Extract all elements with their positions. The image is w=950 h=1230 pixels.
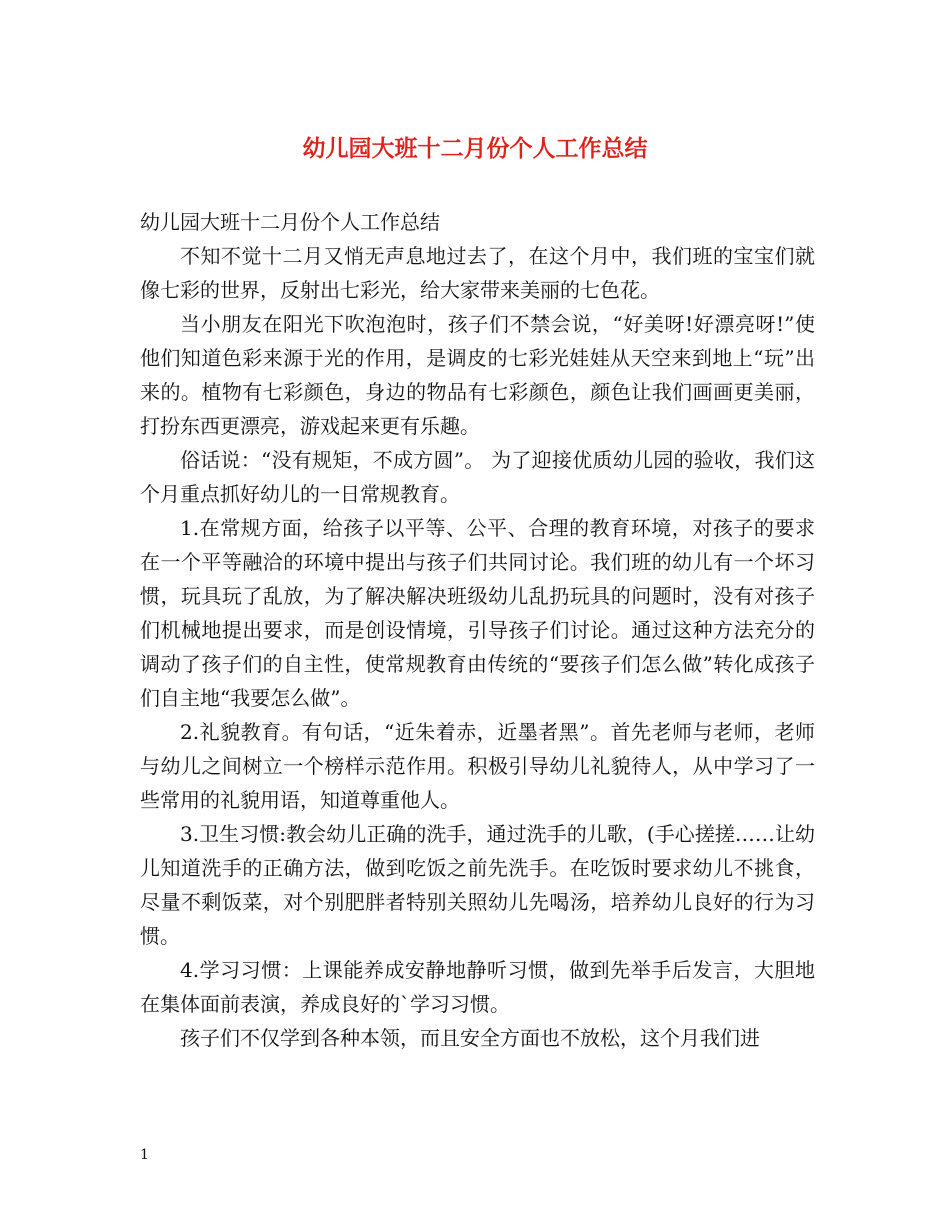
paragraph-safety: 孩子们不仅学到各种本领，而且安全方面也不放松，这个月我们进 [180, 1026, 760, 1050]
paragraph-intro: 不知不觉十二月又悄无声息地过去了，在这个月中，我们班的宝宝们就像七彩的世界，反射出七彩光，给大家带来美丽的七色花。 [140, 244, 815, 302]
paragraph-rules: 俗话说：“没有规矩，不成方圆”。 为了迎接优质幼儿园的验收，我们这个月重点抓好幼儿的一日常规教育。 [140, 448, 815, 506]
paragraph-colors: 当小朋友在阳光下吹泡泡时，孩子们不禁会说，“好美呀!好漂亮呀!”使他们知道色彩来源于光的作用，是调皮的七彩光娃娃从天空来到地上“玩”出来的。植物有七彩颜色，身边的物品有七彩颜色，颜色让我们画画更美丽，打扮东西更漂亮，游戏起来更有乐趣。 [140, 312, 815, 438]
paragraph-manners: 2.礼貌教育。有句话，“近朱着赤，近墨者黑”。首先老师与老师，老师与幼儿之间树立一个榜样示范作用。积极引导幼儿礼貌待人，从中学习了一些常用的礼貌用语，知道尊重他人。 [140, 720, 815, 812]
document-body [140, 205, 815, 1055]
paragraph-routine: 1.在常规方面，给孩子以平等、公平、合理的教育环境，对孩子的要求在一个平等融洽的环境中提出与孩子们共同讨论。我们班的幼儿有一个坏习惯，玩具玩了乱放，为了解决解决班级幼儿乱扔玩具的问题时，没有对孩子们机械地提出要求，而是创设情境，引导孩子们讨论。通过这种方法充分的调动了孩子们的自主性，使常规教育由传统的“要孩子们怎么做”转化成孩子们自主地“我要怎么做”。 [140, 516, 815, 710]
page-number: 1 [140, 1147, 149, 1163]
paragraph-study-habits: 4.学习习惯：上课能养成安静地静听习惯，做到先举手后发言，大胆地在集体面前表演，养成良好的`学习习惯。 [140, 958, 815, 1016]
paragraph-hygiene: 3.卫生习惯:教会幼儿正确的洗手，通过洗手的儿歌，(手心搓搓……让幼儿知道洗手的正确方法，做到吃饭之前先洗手。在吃饭时要求幼儿不挑食，尽量不剩饭菜，对个别肥胖者特别关照幼儿先喝汤，培养幼儿良好的行为习惯。 [140, 822, 815, 948]
paragraph-subtitle: 幼儿园大班十二月份个人工作总结 [140, 210, 440, 234]
document-title: 幼儿园大班十二月份个人工作总结 [302, 135, 648, 162]
